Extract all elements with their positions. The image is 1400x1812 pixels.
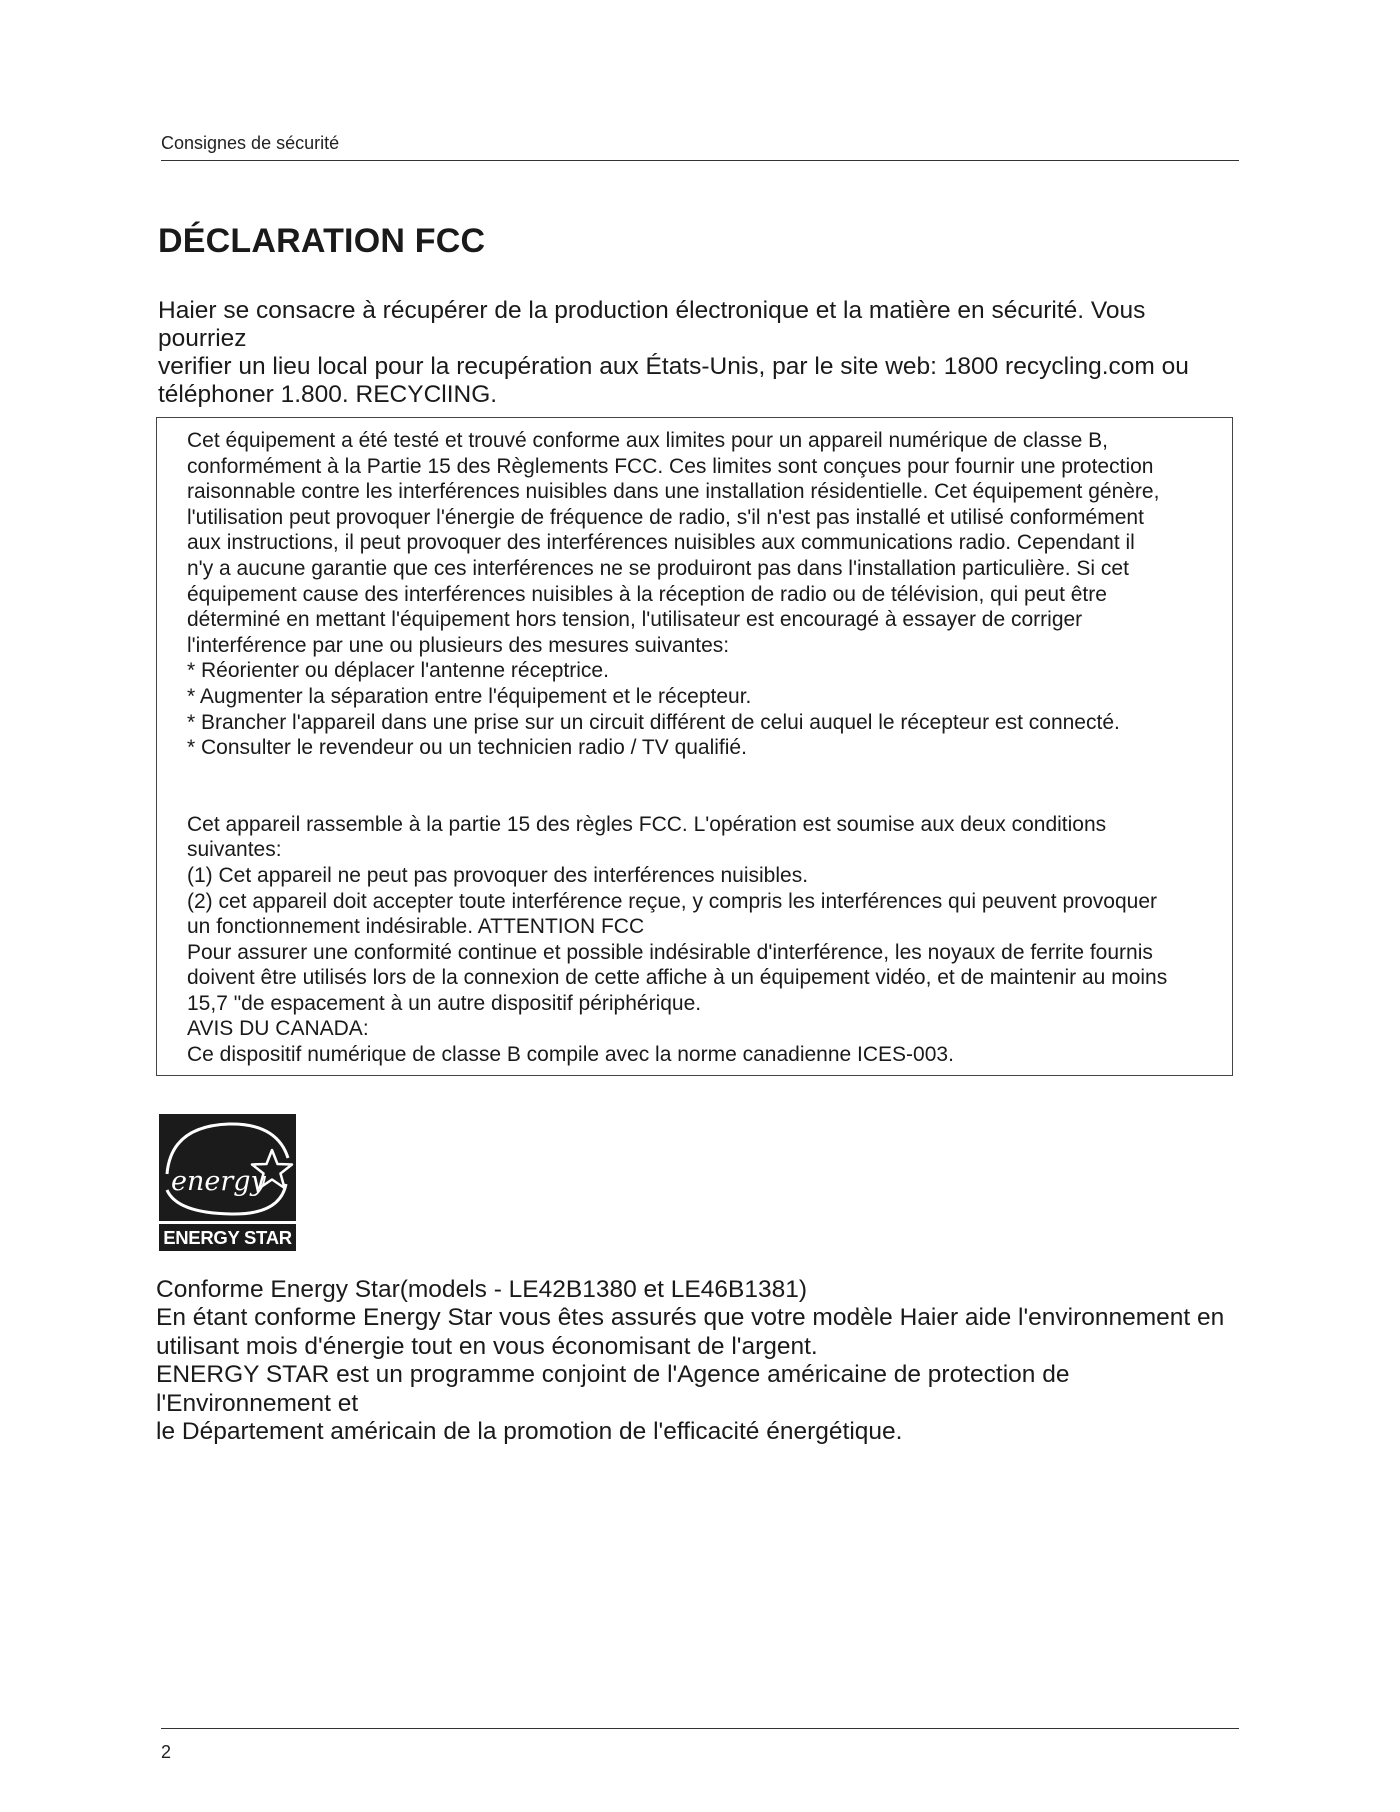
fcc-line: Pour assurer une conformité continue et possible indésirable d'interférence, les noyaux de ferrite fournis [187, 940, 1153, 964]
intro-line: téléphoner 1.800. RECYClING. [158, 381, 498, 408]
energy-star-section [156, 1276, 1246, 1446]
fcc-line: aux instructions, il peut provoquer des interférences nuisibles aux communications radio. Cependant il [187, 531, 1135, 555]
energy-line: En étant conforme Energy Star vous êtes assurés que votre modèle Haier aide l'environnement en [156, 1304, 1225, 1332]
energy-line: utilisant mois d'énergie tout en vous économisant de l'argent. [156, 1332, 818, 1360]
fcc-notice-box [156, 417, 1233, 1076]
fcc-line: (1) Cet appareil ne peut pas provoquer des interférences nuisibles. [187, 863, 809, 887]
fcc-line: 15,7 "de espacement à un autre dispositif périphérique. [187, 991, 702, 1015]
paragraph-gap [187, 761, 1198, 812]
fcc-line: doivent être utilisés lors de la connexion de cette affiche à un équipement vidéo, et de maintenir au moins [187, 966, 1168, 990]
energy-line: Conforme Energy Star(models - LE42B1380 et LE46B1381) [156, 1276, 807, 1303]
fcc-line: déterminé en mettant l'équipement hors tension, l'utilisateur est encouragé à essayer de corriger [187, 608, 1083, 632]
energy-star-label: ENERGY STAR [163, 1227, 292, 1248]
fcc-line: AVIS DU CANADA: [187, 1017, 369, 1041]
fcc-line: équipement cause des interférences nuisibles à la réception de radio ou de télévision, qui peut être [187, 582, 1107, 606]
fcc-line: un fonctionnement indésirable. ATTENTION FCC [187, 915, 645, 939]
fcc-line: suivantes: [187, 838, 282, 862]
fcc-bullet: * Brancher l'appareil dans une prise sur un circuit différent de celui auquel le récepteur est connecté. [187, 710, 1120, 734]
energy-script-text: energy [171, 1166, 266, 1197]
intro-line: Haier se consacre à récupérer de la production électronique et la matière en sécurité. Vous pourriez [158, 297, 1146, 352]
fcc-line: n'y a aucune garantie que ces interférences ne se produiront pas dans l'installation particulière. Si cet [187, 556, 1129, 580]
fcc-line: conformément à la Partie 15 des Règlements FCC. Ces limites sont conçues pour fournir une protection [187, 454, 1154, 478]
fcc-bullet: * Augmenter la séparation entre l'équipement et le récepteur. [187, 684, 752, 708]
footer-rule [161, 1728, 1239, 1729]
fcc-line: raisonnable contre les interférences nuisibles dans une installation résidentielle. Cet équipement génère, [187, 480, 1160, 504]
header-section-label: Consignes de sécurité [161, 133, 340, 153]
fcc-bullet: * Consulter le revendeur ou un technicien radio / TV qualifié. [187, 736, 747, 760]
fcc-line: Cet équipement a été testé et trouvé conforme aux limites pour un appareil numérique de classe B, [187, 429, 1109, 452]
fcc-line: l'utilisation peut provoquer l'énergie de fréquence de radio, s'il n'est pas installé et utilisé conformément [187, 505, 1144, 529]
energy-star-emblem [159, 1114, 296, 1221]
intro-line: verifier un lieu local pour la recupération aux États-Unis, par le site web: 1800 recycling.com ou [158, 353, 1189, 380]
header-rule [161, 160, 1239, 161]
intro-paragraph [158, 297, 1218, 409]
page-title: DÉCLARATION FCC [158, 222, 486, 260]
page-number: 2 [161, 1742, 172, 1762]
fcc-line: Cet appareil rassemble à la partie 15 des règles FCC. L'opération est soumise aux deux conditions [187, 812, 1107, 836]
energy-line: le Département américain de la promotion de l'efficacité énergétique. [156, 1418, 903, 1446]
fcc-bullet: * Réorienter ou déplacer l'antenne réceptrice. [187, 659, 609, 683]
fcc-line: l'interférence par une ou plusieurs des mesures suivantes: [187, 633, 730, 657]
energy-star-logo [159, 1114, 296, 1251]
energy-line: ENERGY STAR est un programme conjoint de l'Agence américaine de protection de l'Environnement et [156, 1361, 1070, 1417]
fcc-line: (2) cet appareil doit accepter toute interférence reçue, y compris les interférences qui peuvent provoquer [187, 889, 1158, 913]
fcc-line: Ce dispositif numérique de classe B compile avec la norme canadienne ICES-003. [187, 1043, 954, 1067]
